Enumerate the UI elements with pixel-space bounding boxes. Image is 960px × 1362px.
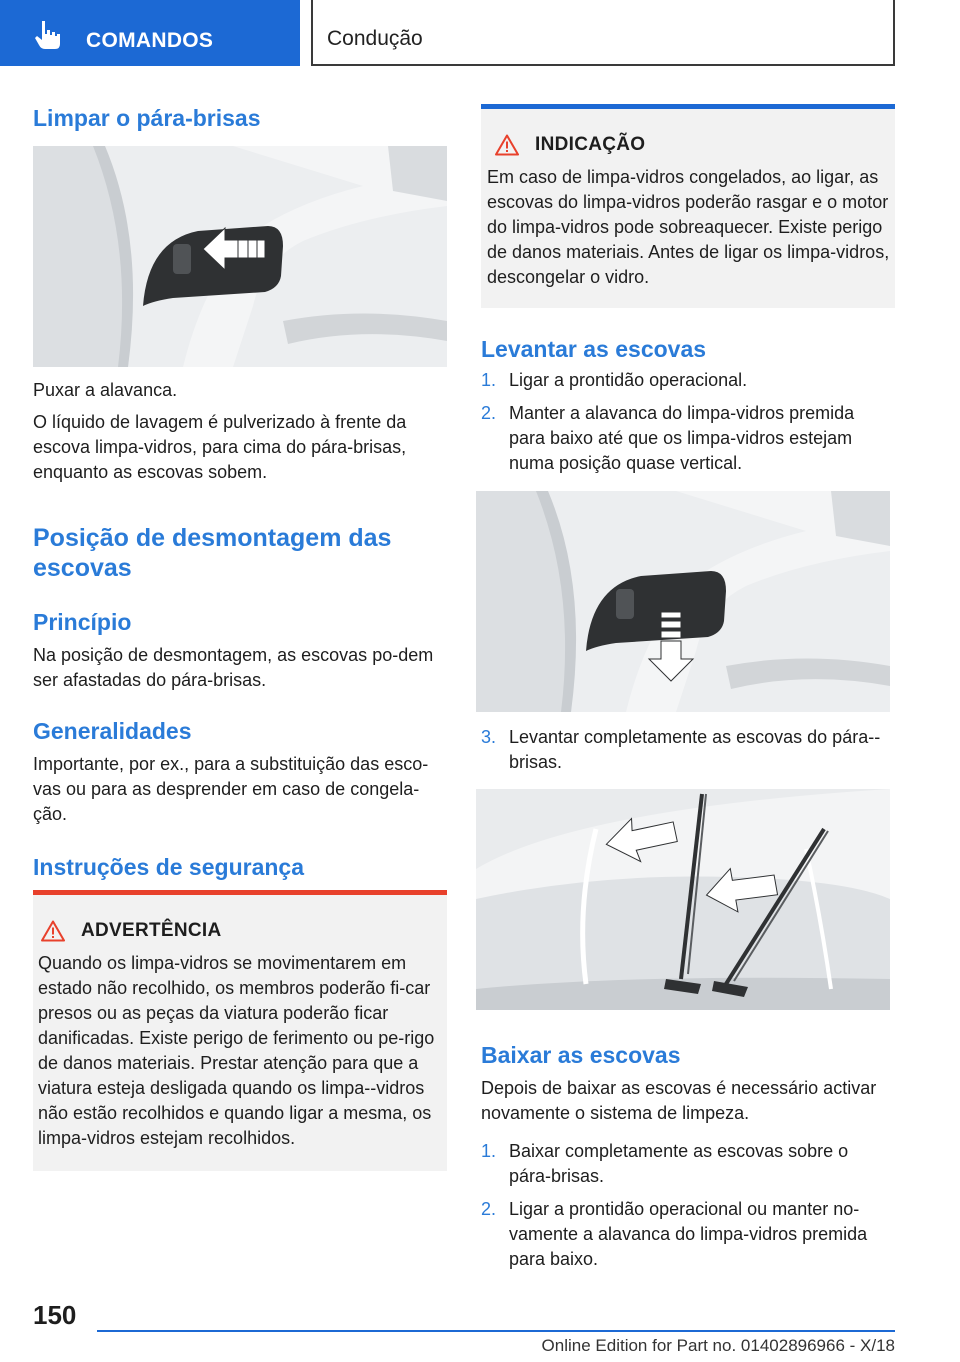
wiper-lever-pull-illustration (33, 146, 447, 367)
paragraph-baixar: Depois de baixar as escovas é necessário activar novamente o sistema de limpeza. (481, 1078, 877, 1123)
lever-pull-drawing (33, 146, 447, 367)
section-header-box (311, 0, 895, 66)
notice-text: Em caso de limpa-vidros congelados, ao ligar, as escovas do limpa-vidros poderão rasgar e o motor do limpa-vidros pode sobreaquecer. Existe perigo de danos materiais. Antes de ligar os limpa-vidros, descongelar o vidro. (487, 167, 890, 287)
chapter-tab-label: COMANDOS (86, 29, 214, 52)
heading-generalidades: Generalidades (33, 718, 192, 744)
warning-box (33, 890, 447, 1171)
edition-note: Online Edition for Part no. 01402896966 - X/18 (541, 1336, 895, 1355)
warning-bar (33, 890, 447, 895)
step-number: 2. (481, 1199, 497, 1219)
step-number: 2. (481, 403, 497, 423)
step-number: 1. (481, 1141, 497, 1161)
notice-title-row (495, 134, 645, 156)
heading-posicao-desmontagem: Posição de desmontagem das escovas (33, 524, 392, 582)
notice-box (481, 104, 895, 308)
warning-title-row (41, 920, 222, 942)
list-item (481, 725, 901, 775)
heading-limpar-para-brisas: Limpar o pára-brisas (33, 105, 261, 131)
instruction-puxar: Puxar a alavanca. (33, 380, 178, 400)
lever-push-down-drawing (476, 491, 890, 712)
step-text: Manter a alavanca do limpa-vidros premida para baixo até que os limpa-vidros estejam numa posição quase vertical. (509, 403, 855, 473)
notice-bar (481, 104, 895, 109)
wiper-arms-raised-illustration (476, 789, 890, 1010)
page-number: 150 (33, 1300, 77, 1330)
heading-principio: Princípio (33, 609, 132, 635)
section-title: Condução (327, 27, 423, 50)
warning-triangle-icon (41, 920, 65, 942)
wiper-lever-push-down-illustration (476, 491, 890, 712)
step-text: Baixar completamente as escovas sobre o pára-brisas. (509, 1141, 849, 1186)
warning-triangle-icon (495, 134, 519, 156)
list-item (481, 368, 895, 393)
paragraph-principio: Na posição de desmontagem, as escovas po-dem ser afastadas do pára-brisas. (33, 645, 434, 690)
hand-pointer-icon (30, 18, 64, 52)
levantar-steps-list-a (481, 368, 895, 476)
list-item (481, 401, 895, 476)
heading-levantar-escovas: Levantar as escovas (481, 336, 707, 362)
list-item (481, 1197, 895, 1272)
step-text: Ligar a prontidão operacional. (509, 370, 748, 390)
list-item (481, 1139, 895, 1189)
wipers-raised-drawing (476, 789, 890, 1010)
paragraph-liquido-lavagem: O líquido de lavagem é pulverizado à frente da escova limpa-vidros, para cima do pára-brisas, enquanto as escovas sobem. (33, 412, 407, 482)
page-header (0, 0, 960, 66)
footer-divider (97, 1330, 895, 1332)
step-text: Ligar a prontidão operacional ou manter no-vamente a alavanca do limpa-vidros premida para baixo. (509, 1199, 868, 1269)
baixar-steps-list (481, 1139, 895, 1272)
step-number: 1. (481, 370, 497, 390)
chapter-tab[interactable] (0, 0, 300, 66)
warning-title: ADVERTÊNCIA (81, 920, 222, 941)
heading-instrucoes-seguranca: Instruções de segurança (33, 854, 304, 880)
paragraph-generalidades: Importante, por ex., para a substituição das esco-vas ou para as desprender em caso de congela-ção. (33, 754, 429, 824)
warning-text: Quando os limpa-vidros se movimentarem em estado não recolhido, os membros poderão fi-car presos ou as peças da viatura poderão ficar danificadas. Existe perigo de ferimento ou pe-rigo de danos materiais. Prestar atenção para que a viatura esteja desligada quando os limpa--vidros não estão recolhidos e quando ligar a mesma, os limpa-vidros estejam recolhidos. (38, 953, 435, 1148)
notice-title: INDICAÇÃO (535, 134, 646, 155)
step-number: 3. (481, 727, 497, 747)
heading-baixar-escovas: Baixar as escovas (481, 1042, 681, 1068)
step-text: Levantar completamente as escovas do pára--brisas. (509, 727, 881, 772)
levantar-steps-list-b (481, 725, 901, 775)
